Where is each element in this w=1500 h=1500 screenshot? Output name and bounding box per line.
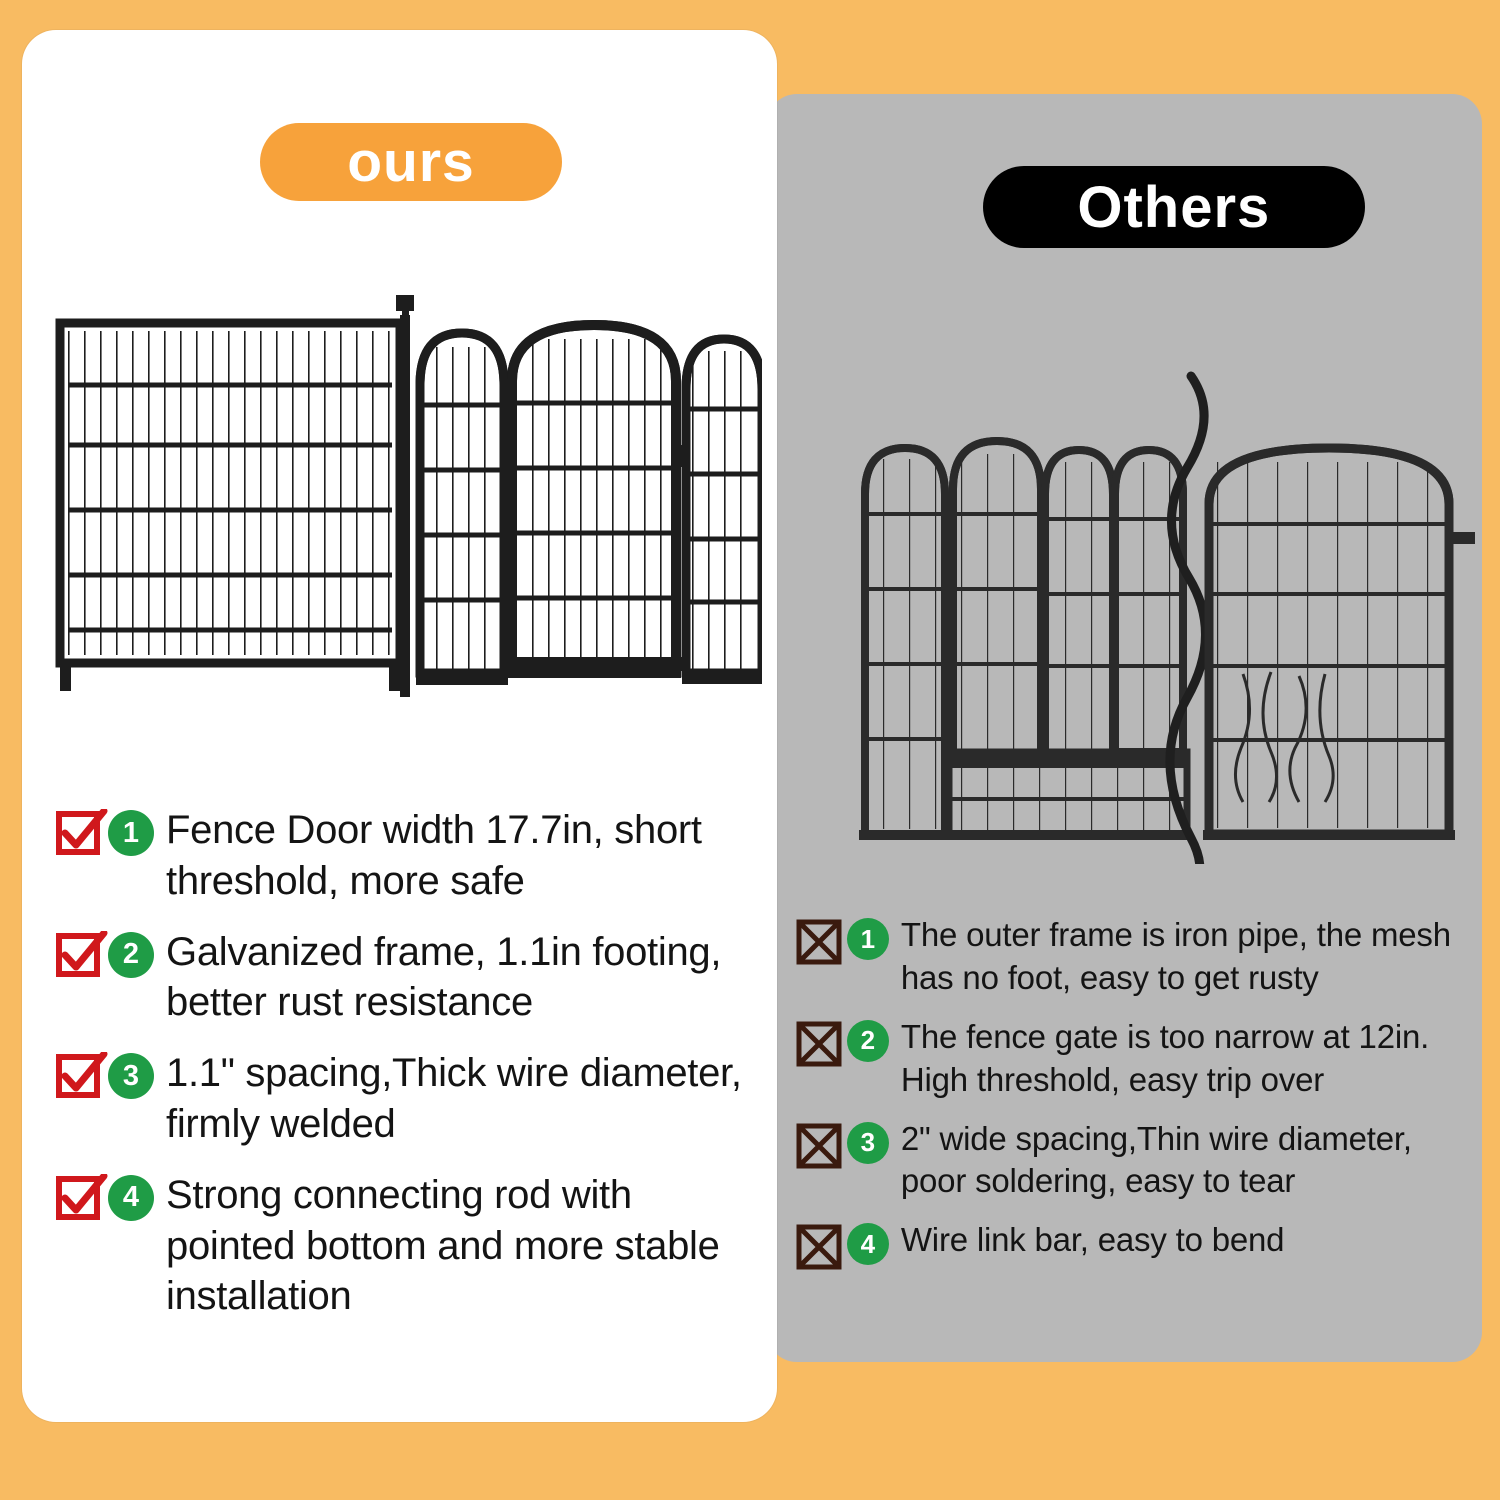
check-box-icon — [56, 1052, 108, 1100]
check-box-icon — [56, 1174, 108, 1222]
ours-badge — [260, 123, 562, 201]
item-text: Fence Door width 17.7in, short threshold, more safe — [166, 808, 702, 903]
cross-box-icon — [795, 1223, 847, 1271]
item-number: 4 — [847, 1223, 889, 1265]
list-item — [56, 927, 755, 1029]
item-number: 1 — [847, 918, 889, 960]
others-badge-label: Others — [1077, 174, 1271, 240]
cross-box-icon — [795, 918, 847, 966]
list-item — [795, 1219, 1466, 1271]
list-item — [56, 805, 755, 907]
item-number: 1 — [108, 810, 154, 856]
others-fence-illustration — [857, 344, 1477, 864]
item-text: Wire link bar, easy to bend — [900, 1221, 1285, 1259]
others-badge — [983, 166, 1365, 248]
cross-box-icon — [795, 1122, 847, 1170]
check-box-icon — [56, 809, 108, 857]
item-number: 4 — [108, 1175, 154, 1221]
item-text: The outer frame is iron pipe, the mesh has no foot, easy to get rusty — [900, 916, 1451, 996]
ours-feature-list — [56, 805, 755, 1342]
item-text: 1.1" spacing,Thick wire diameter, firmly welded — [166, 1051, 742, 1146]
check-box-icon — [56, 931, 108, 979]
ours-panel — [22, 30, 777, 1422]
item-text: The fence gate is too narrow at 12in. High threshold, easy trip over — [900, 1017, 1430, 1098]
item-text: Galvanized frame, 1.1in footing, better rust resistance — [166, 929, 722, 1025]
list-item — [56, 1170, 755, 1322]
others-feature-list — [795, 914, 1466, 1287]
list-item — [56, 1048, 755, 1150]
item-number: 2 — [108, 932, 154, 978]
others-panel — [767, 94, 1482, 1362]
ours-fence-illustration — [52, 285, 762, 755]
cross-box-icon — [795, 1020, 847, 1068]
item-number: 3 — [847, 1122, 889, 1164]
item-text: Strong connecting rod with pointed bottom and more stable installation — [166, 1172, 720, 1319]
list-item — [795, 914, 1466, 1000]
item-number: 3 — [108, 1053, 154, 1099]
list-item — [795, 1016, 1466, 1102]
item-text: 2" wide spacing,Thin wire diameter, poor soldering, easy to tear — [900, 1119, 1412, 1200]
item-number: 2 — [847, 1020, 889, 1062]
ours-badge-label: ours — [347, 130, 475, 194]
list-item — [795, 1118, 1466, 1204]
